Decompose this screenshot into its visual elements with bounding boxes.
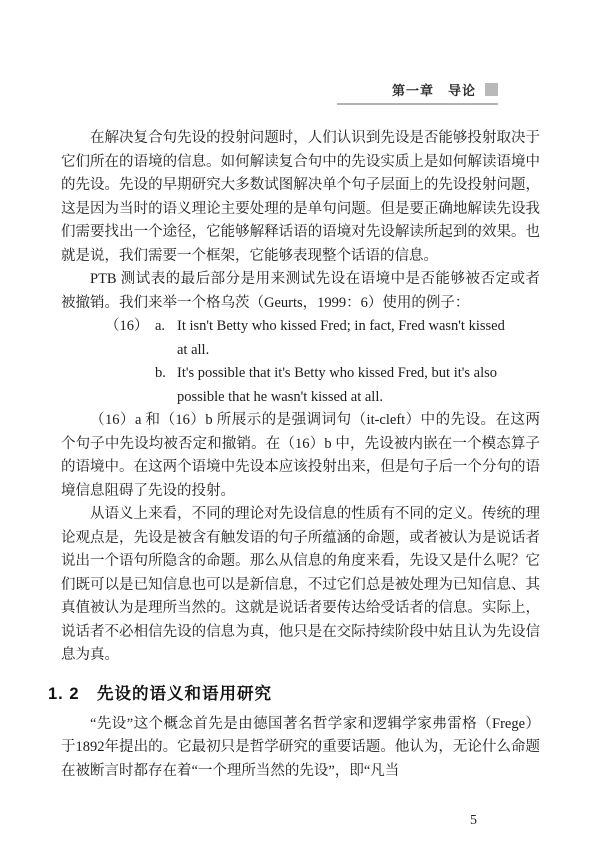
paragraph-frege: “先设”这个概念首先是由德国著名哲学家和逻辑学家弗雷格（Frege）于1892年提出的。它最初只是哲学研究的重要话题。他认为，无论什么命题在被断言时都存在着“一个理所当然的先设”，即“凡当: [61, 715, 540, 779]
example-number-spacer: [105, 362, 155, 409]
paragraph-ptb-test: PTB 测试表的最后部分是用来测试先设在语境中是否能够被否定或者被撤销。我们来举一个格乌茨（Geurts，1999：6）使用的例子：: [61, 271, 540, 311]
example-letter-b: b.: [155, 365, 166, 381]
example-text-a: It isn't Betty who kissed Fred; in fact, Fred wasn't kissed at all.: [177, 318, 505, 358]
chapter-marker-square: [485, 83, 498, 96]
paragraph-semantic-view: 从语义上来看，不同的理论对先设信息的性质有不同的定义。传统的理论观点是，先设是被含有触发语的句子所蕴涵的命题，或者被认为是说话者说出一个语句所隐含的命题。那么从信息的角度来看，先设又是什么呢？它们既可以是已知信息也可以是新信息，不过它们总是被处理为已知信息、其真值被认为是理所当然的。这就是说话者要传达给受话者的信息。实际上，说话者不必相信先设的信息为真，他只是在交际持续阶段中姑且认为先设信息为真。: [61, 506, 540, 663]
linguistic-examples: [61, 315, 540, 409]
example-text-b: It's possible that it's Betty who kissed Fred, but it's also possible that he wasn't kissed at all.: [177, 365, 497, 405]
example-16b: [105, 362, 540, 409]
paragraph-cleft-discussion: （16）a 和（16）b 所展示的是强调词句（it-cleft）中的先设。在这两个句子中先设均被否定和撤销。在（16）b 中，先设被内嵌在一个模态算子的语境中。在这两个语境中先设本应该投射出来，但是句子后一个分句的语境信息阻碍了先设的投射。: [61, 412, 540, 499]
example-number: （16）: [105, 318, 149, 334]
paragraph-presupposition-projection: 在解决复合句先设的投射问题时，人们认识到先设是否能够投射取决于它们所在的语境的信息。如何解读复合句中的先设实质上是如何解读语境中的先设。先设的早期研究大多数试图解决单个句子层面上的先设投射问题，这是因为当时的语义理论主要处理的是单句问题。但是要正确地解读先设我们需要找出一个途径，它能够解释话语的语境对先设解读所起到的效果。也就是说，我们需要一个框架，它能够表现整个话语的信息。: [61, 130, 540, 264]
chapter-title: 第一章 导论: [391, 83, 476, 98]
section-heading-1-2: 1. 2 先设的语义和语用研究: [48, 684, 273, 703]
running-head: [337, 80, 498, 105]
example-letter-a: a.: [155, 318, 166, 334]
page-body: [48, 127, 540, 783]
page-number: 5: [470, 813, 477, 828]
example-16a: [105, 315, 540, 362]
